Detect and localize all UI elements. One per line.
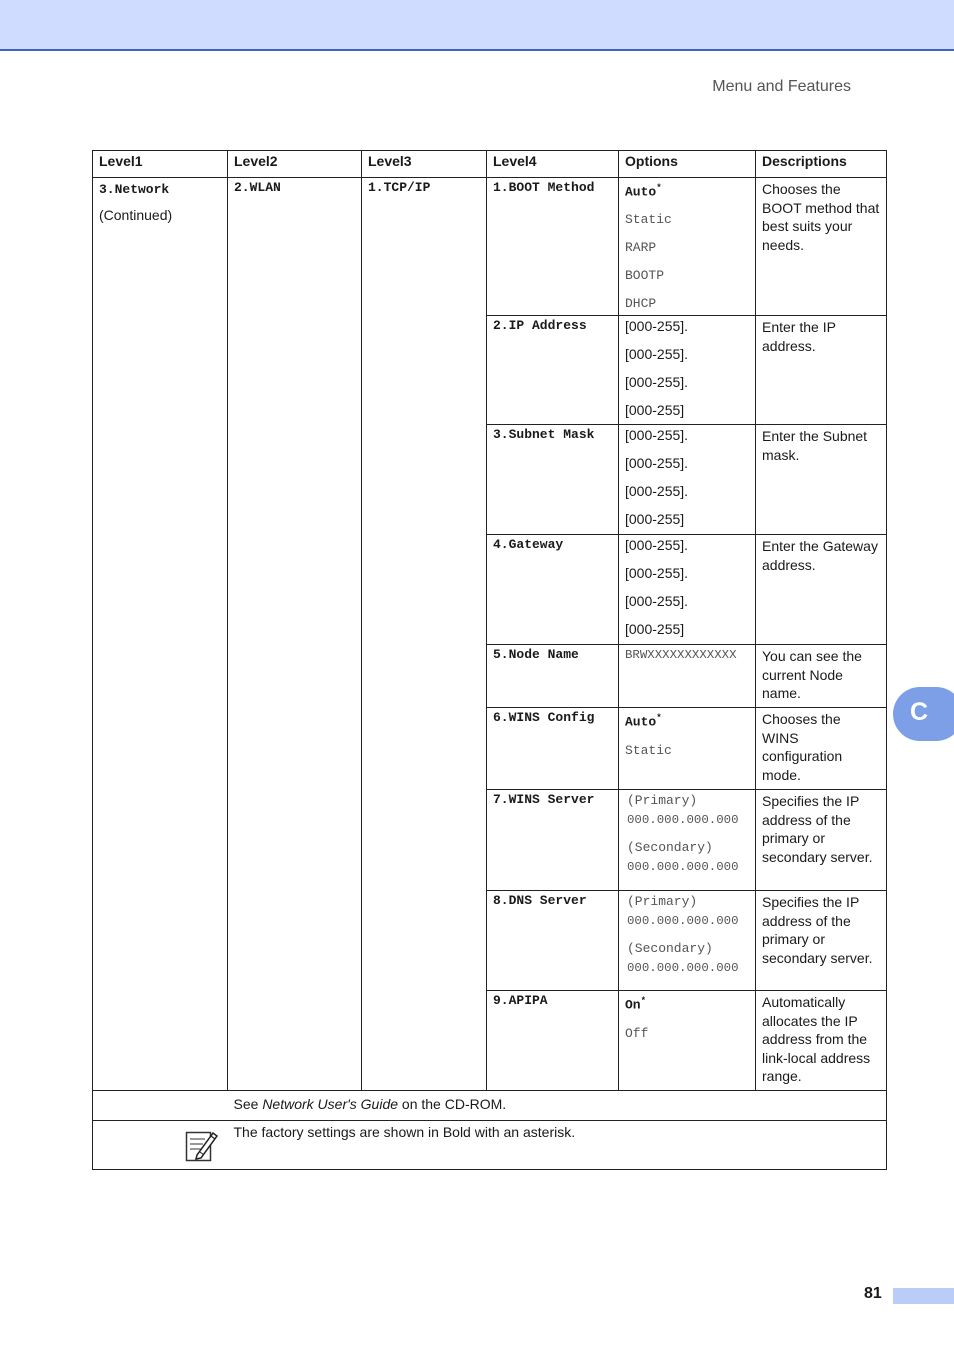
level1-label: 3.Network (99, 182, 170, 197)
description-cell: Enter the Subnet mask. (756, 425, 887, 535)
ip-pair (627, 839, 753, 876)
note-row (93, 1121, 887, 1170)
level1-cell (93, 178, 228, 1091)
footer-blank-cell (93, 1091, 228, 1121)
note-pencil-icon (185, 1127, 219, 1163)
options-cell (619, 645, 756, 708)
ip-label: (Secondary) (627, 941, 713, 957)
ip-value: 000.000.000.000 (627, 913, 739, 928)
option-item: Off (625, 1025, 649, 1041)
column-header: Level3 (362, 151, 487, 178)
option-item: On* (625, 996, 647, 1013)
option-item: Static (625, 212, 672, 228)
option-item: BRWXXXXXXXXXXXX (625, 648, 737, 663)
range-value: [000-255]. (625, 374, 689, 391)
options-cell (619, 891, 756, 991)
level4-cell: 4.Gateway (487, 535, 619, 645)
option-item: Static (625, 742, 672, 758)
see-guide-note: See Network User's Guide on the CD-ROM. (228, 1091, 887, 1121)
range-value: [000-255] (625, 621, 685, 638)
options-cell (619, 991, 756, 1091)
description-cell: Automatically allocates the IP address from the link-local address range. (756, 991, 887, 1091)
description-cell: Specifies the IP address of the primary or secondary server. (756, 891, 887, 991)
range-value: [000-255]. (625, 346, 689, 363)
menu-table (92, 150, 887, 1170)
ip-pair (627, 940, 753, 977)
page-number-bar (893, 1288, 954, 1304)
range-value: [000-255] (625, 511, 685, 528)
top-color-band (0, 0, 954, 51)
ip-value: 000.000.000.000 (627, 960, 739, 975)
range-value: [000-255]. (625, 565, 689, 582)
range-value: [000-255]. (625, 455, 689, 472)
description-cell: Chooses the WINS configuration mode. (756, 708, 887, 790)
ip-value: 000.000.000.000 (627, 859, 739, 874)
description-cell: You can see the current Node name. (756, 645, 887, 708)
description-cell: Enter the IP address. (756, 316, 887, 425)
ip-label: (Secondary) (627, 840, 713, 856)
page-number: 81 (864, 1285, 882, 1302)
option-item: DHCP (625, 296, 657, 312)
ip-value: 000.000.000.000 (627, 812, 739, 827)
options-cell (619, 425, 756, 535)
guide-title: Network User's Guide (262, 1096, 399, 1113)
description-cell: Enter the Gateway address. (756, 535, 887, 645)
level4-cell: 2.IP Address (487, 316, 619, 425)
ip-pair (627, 792, 753, 829)
ip-label: (Primary) (627, 894, 698, 910)
note-icon-cell (93, 1121, 228, 1170)
column-header: Level4 (487, 151, 619, 178)
table-row (93, 178, 887, 316)
column-header: Level2 (228, 151, 362, 178)
options-cell (619, 790, 756, 891)
ip-pair (627, 893, 753, 930)
column-header: Level1 (93, 151, 228, 178)
level4-cell: 6.WINS Config (487, 708, 619, 790)
level2-cell: 2.WLAN (228, 178, 362, 1091)
range-value: [000-255] (625, 402, 685, 419)
range-value: [000-255]. (625, 427, 689, 444)
option-item: Auto* (625, 183, 662, 200)
description-cell: Chooses the BOOT method that best suits your needs. (756, 178, 887, 316)
level4-cell: 8.DNS Server (487, 891, 619, 991)
continued-label: (Continued) (99, 207, 173, 223)
options-cell (619, 535, 756, 645)
level4-cell: 9.APIPA (487, 991, 619, 1091)
option-item: Auto* (625, 713, 662, 730)
range-value: [000-255]. (625, 318, 689, 335)
level3-cell: 1.TCP/IP (362, 178, 487, 1091)
column-header: Descriptions (756, 151, 887, 178)
chapter-letter: C (910, 698, 929, 726)
option-item: BOOTP (625, 268, 665, 284)
ip-label: (Primary) (627, 793, 698, 809)
description-cell: Specifies the IP address of the primary or secondary server. (756, 790, 887, 891)
table-header-row (93, 151, 887, 178)
range-value: [000-255]. (625, 483, 689, 500)
level4-cell: 1.BOOT Method (487, 178, 619, 316)
options-cell (619, 708, 756, 790)
level4-cell: 3.Subnet Mask (487, 425, 619, 535)
page-header-title: Menu and Features (712, 78, 851, 95)
options-cell (619, 178, 756, 316)
chapter-side-tab (893, 687, 954, 741)
level4-cell: 7.WINS Server (487, 790, 619, 891)
factory-settings-note: The factory settings are shown in Bold with an asterisk. (228, 1121, 887, 1170)
range-value: [000-255]. (625, 593, 689, 610)
column-header: Options (619, 151, 756, 178)
options-cell (619, 316, 756, 425)
option-item: RARP (625, 240, 657, 256)
range-value: [000-255]. (625, 537, 689, 554)
level4-cell: 5.Node Name (487, 645, 619, 708)
footer-row (93, 1091, 887, 1121)
